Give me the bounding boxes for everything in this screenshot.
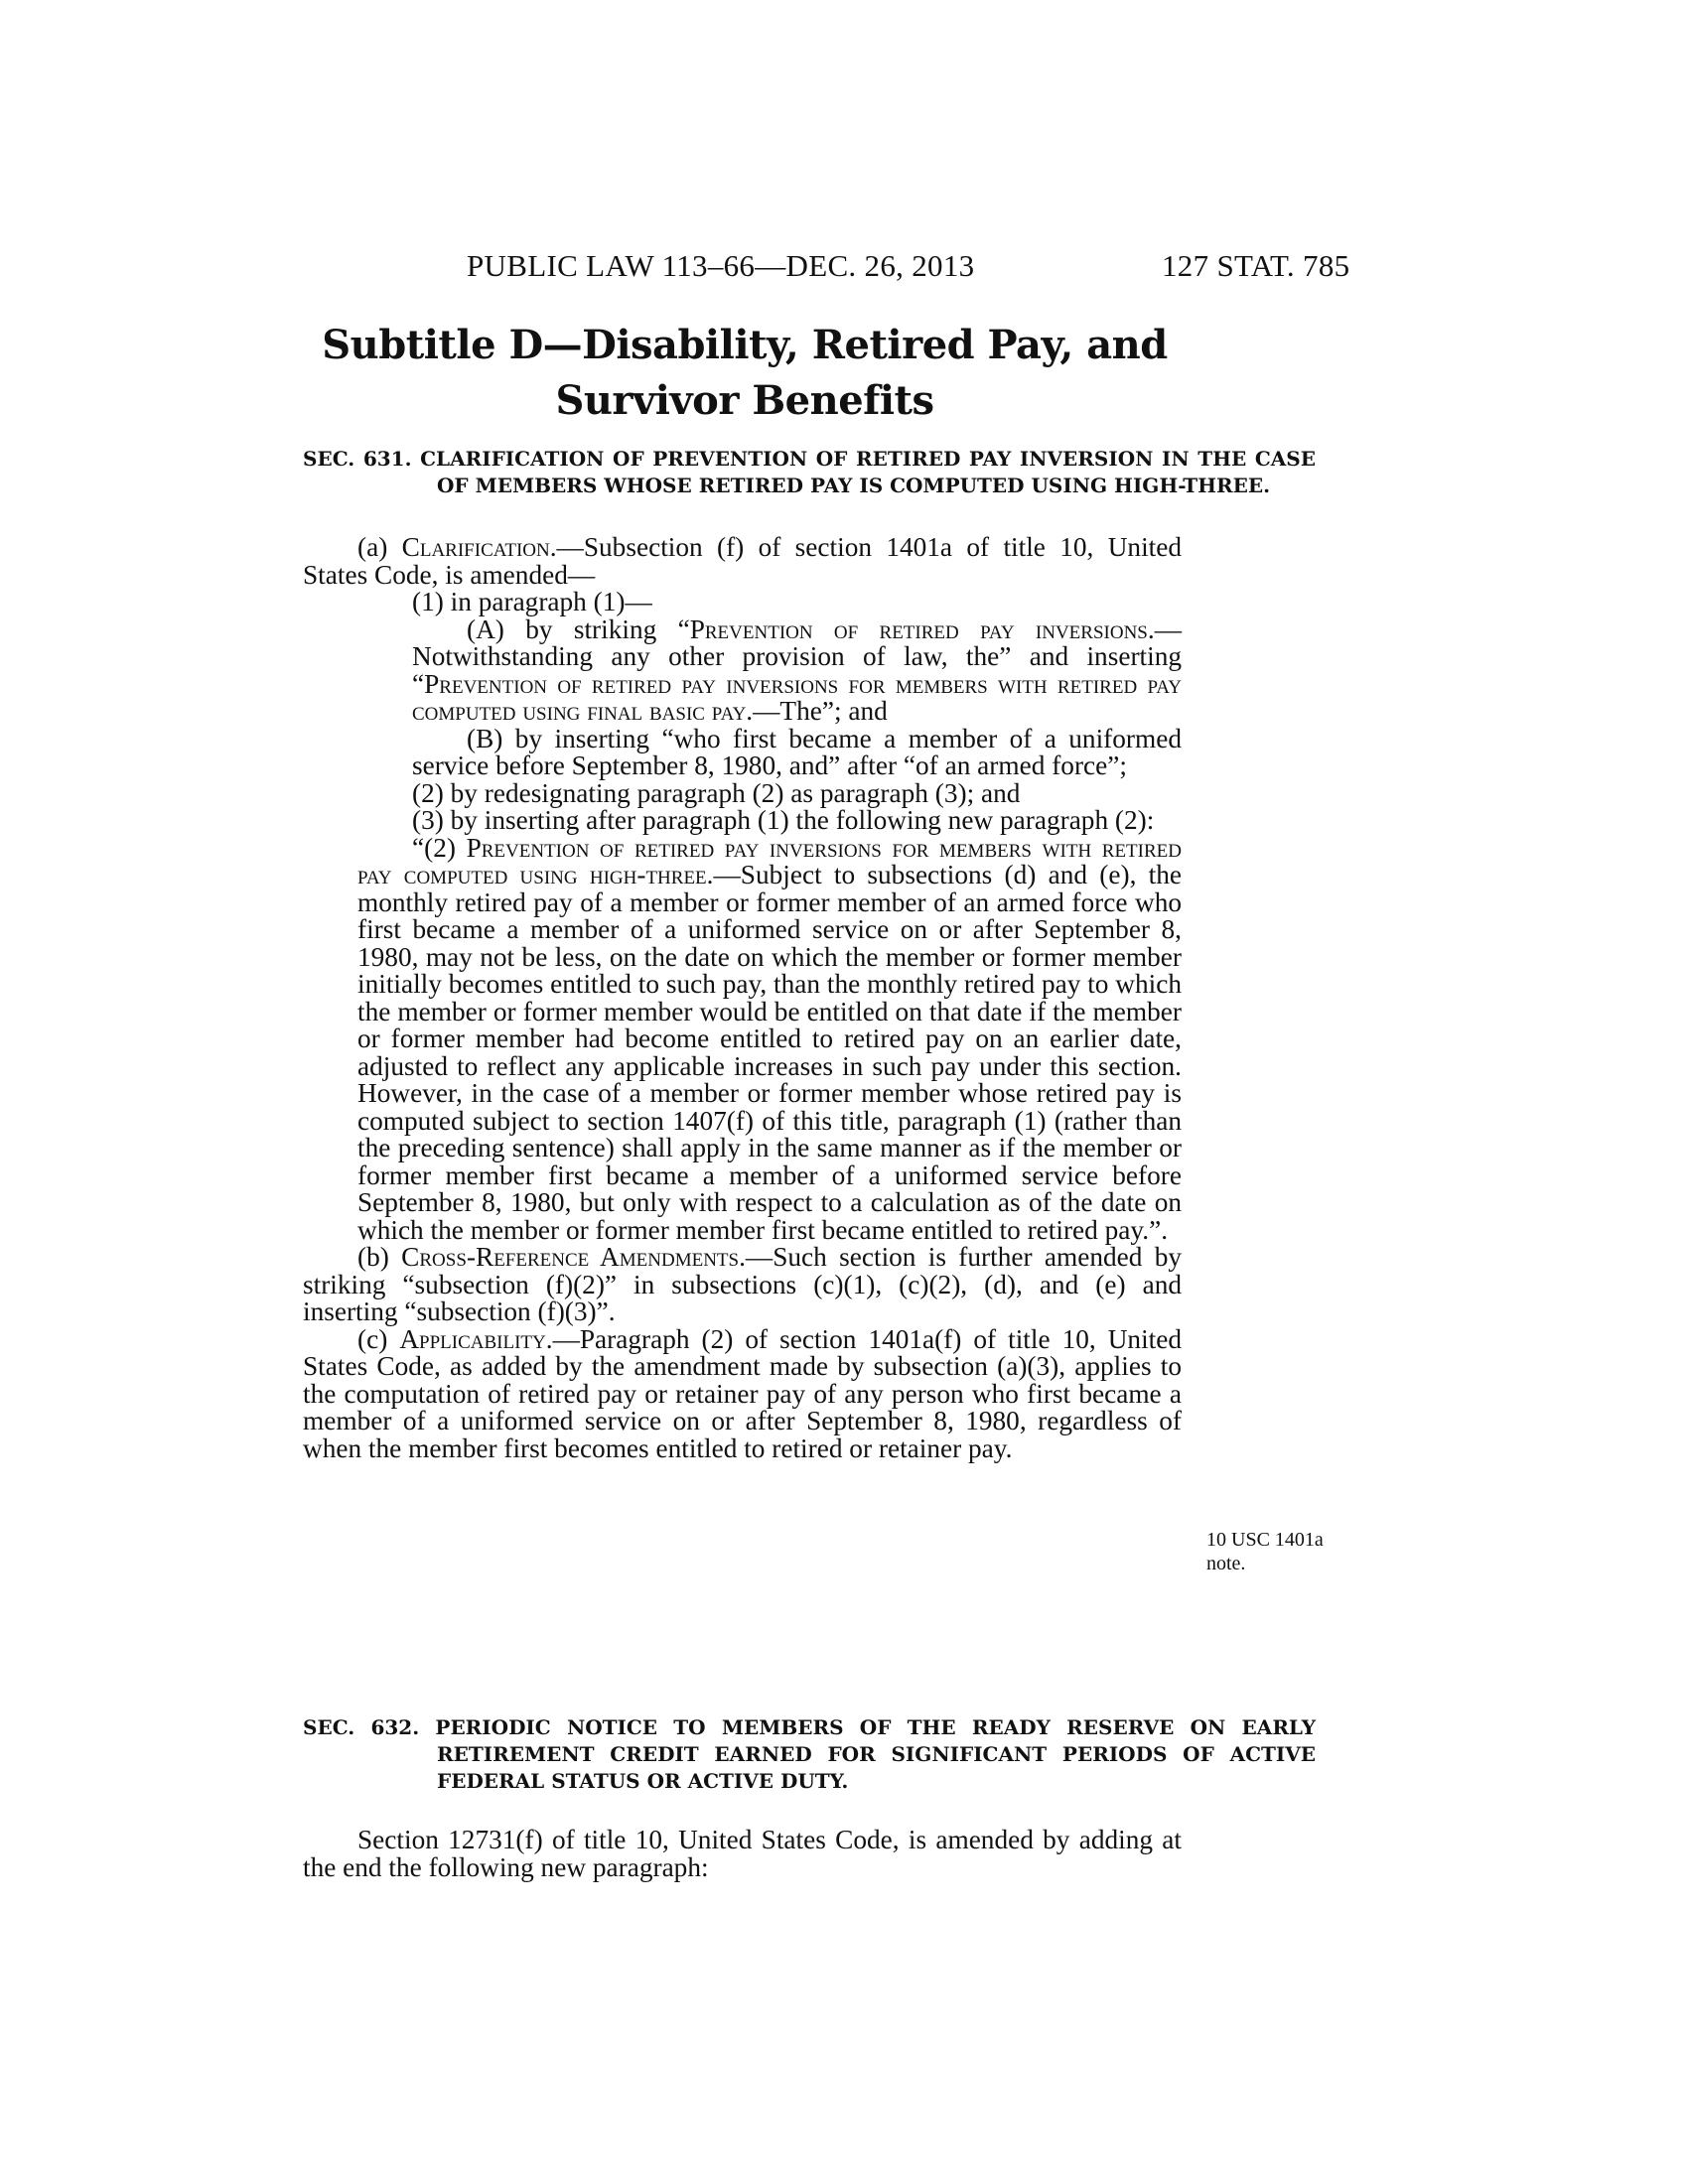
subtitle-heading: Subtitle D—Disability, Retired Pay, and Survivor Benefits [322, 322, 1168, 424]
subparagraph-A: (A) by striking “Prevention of retired pay inversions.—Notwithstanding any other provision of law, the” and inserting “Prevention of retired pay inversions for members with retired pay computed using final basic pay.—The”; and [412, 614, 1182, 726]
section-632-body [303, 1827, 1182, 1881]
margin-note-usc-citation: 10 USC 1401a note. [1206, 1529, 1324, 1574]
subparagraph-B: (B) by inserting “who first became a member of a uniformed service before September 8, 1980, and” after “of an armed force”; [412, 723, 1182, 780]
subsection-a-caption: Clarification [401, 532, 550, 562]
section-632-heading: SEC. 632. PERIODIC NOTICE TO MEMBERS OF THE READY RESERVE ON EARLY RETIREMENT CREDIT EARNED FOR SIGNIFICANT PERIODS OF ACTIVE FEDERAL STATUS OR ACTIVE DUTY. [303, 1715, 1316, 1793]
subsection-b-caption: Cross-Reference Amendments [401, 1242, 740, 1272]
running-header-law: PUBLIC LAW 113–66—DEC. 26, 2013 [467, 248, 975, 283]
quoted-new-paragraph-2: “(2) Prevention of retired pay inversions for members with retired pay computed using high-three.—Subject to subsections (d) and (e), the monthly retired pay of a member or former member of an armed force who first became a member of a uniformed service on or after September 8, 1980, may not be less, on the date on which the member or former member initially becomes entitled to such pay, than the monthly retired pay to which the member or former member would be entitled on that date if the member or former member had become entitled to retired pay on an earlier date, adjusted to reflect any applicable increases in such pay under this section. However, in the case of a member or former member whose retired pay is computed subject to section 1407(f) of this title, paragraph (1) (rather than the preceding sentence) shall apply in the same manner as if the member or former member first became a member of a uniformed service before September 8, 1980, but only with respect to a calculation as of the date on which the member or former member first became entitled to retired pay.”. [357, 832, 1182, 1245]
subsection-a: (a) Clarification.—Subsection (f) of section 1401a of title 10, United States Code, is amended— [303, 532, 1182, 590]
quoted-paragraph-caption: Prevention of retired pay inversions for members with retired pay computed using high-three [357, 832, 1182, 889]
subsection-c: (c) Applicability.—Paragraph (2) of section 1401a(f) of title 10, United States Code, as added by the amendment made by subsection (a)(3), applies to the computation of retired pay or retainer pay of any person who first became a member of a uniformed service on or after September 8, 1980, regardless of when the member first becomes entitled to retired or retainer pay. [303, 1323, 1183, 1463]
section-631-heading: SEC. 631. CLARIFICATION OF PREVENTION OF RETIRED PAY INVERSION IN THE CASE OF MEMBERS WHOSE RETIRED PAY IS COMPUTED USING HIGH-THREE. [303, 447, 1316, 497]
subsection-c-caption: Applicability [399, 1323, 546, 1354]
subsection-b: (b) Cross-Reference Amendments.—Such section is further amended by striking “subsection (f)(2)” in subsections (c)(1), (c)(2), (d), and (e) and inserting “subsection (f)(3)”. [303, 1242, 1183, 1326]
paragraph-3: (3) by inserting after paragraph (1) the following new paragraph (2): [412, 805, 1155, 835]
paragraph-2: (2) by redesignating paragraph (2) as paragraph (3); and [412, 777, 1021, 808]
section-631-body [303, 534, 1182, 1462]
running-header-stat-page: 127 STAT. 785 [1162, 248, 1350, 283]
section-632-text: Section 12731(f) of title 10, United States Code, is amended by adding at the end the following new paragraph: [303, 1825, 1182, 1882]
paragraph-1: (1) in paragraph (1)— [412, 587, 652, 616]
